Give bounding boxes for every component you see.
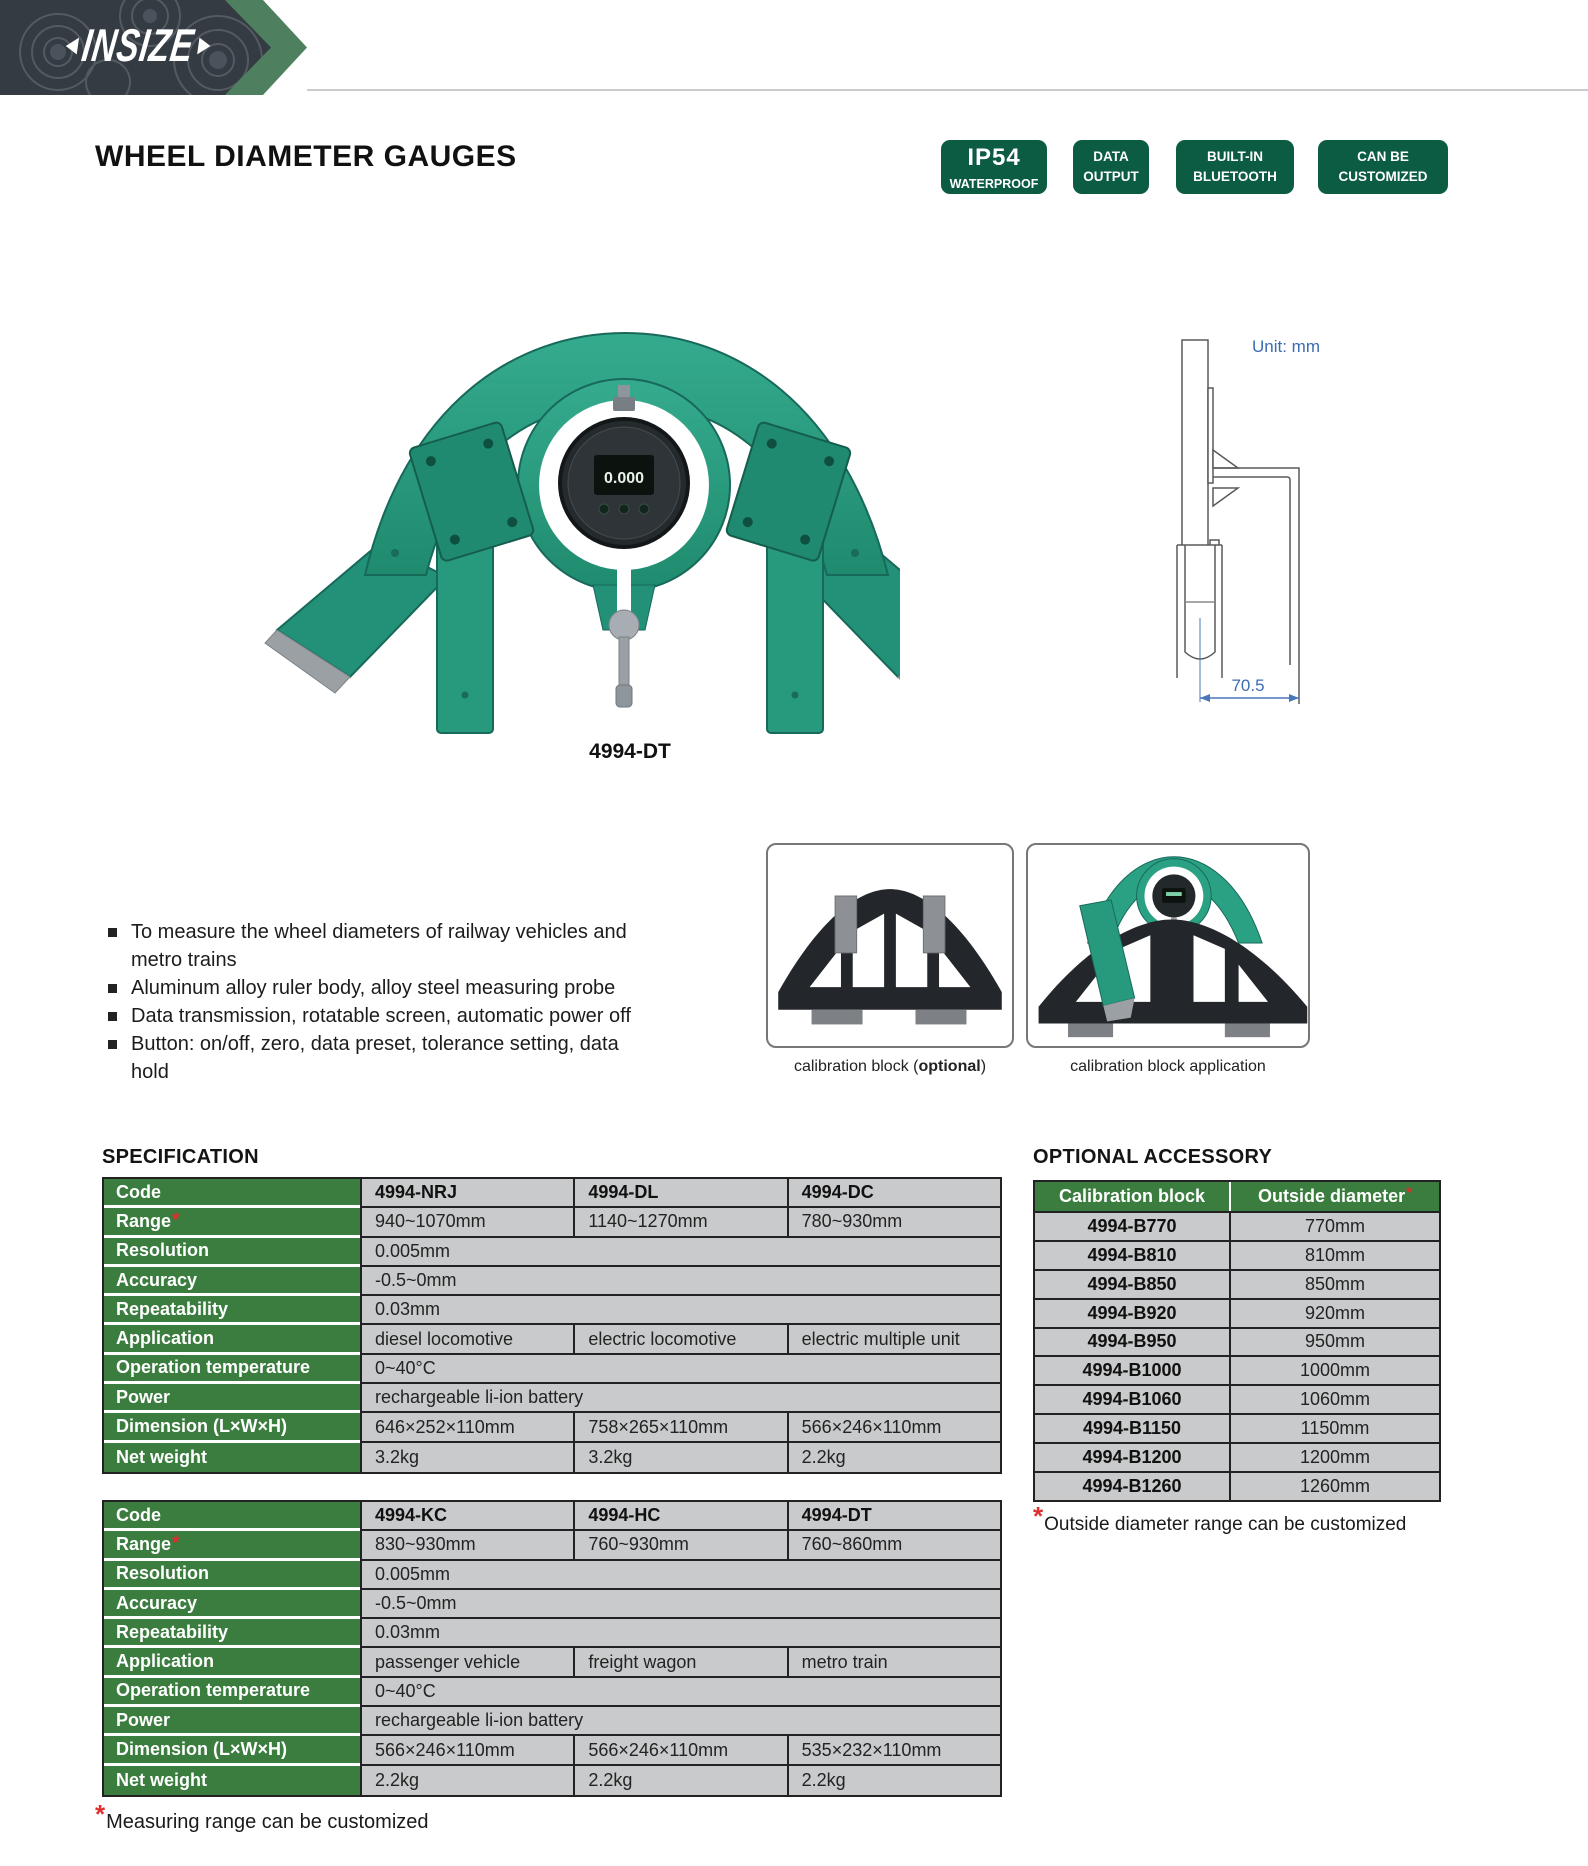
table-cell: 4994-KC <box>360 1502 573 1531</box>
table-cell: 830~930mm <box>360 1531 573 1560</box>
insize-logo <box>58 18 218 72</box>
optional-accessory-heading: OPTIONAL ACCESSORY <box>1033 1146 1273 1168</box>
feature-item <box>106 1002 666 1030</box>
table-cell: 760~860mm <box>787 1531 1000 1560</box>
table-cell: 4994-NRJ <box>360 1179 573 1208</box>
table-cell: diesel locomotive <box>360 1325 573 1354</box>
spec-footnote: *Measuring range can be customized <box>95 1799 429 1833</box>
feature-text: Aluminum alloy ruler body, alloy steel measuring probe <box>131 977 616 999</box>
accessory-diameter: 1060mm <box>1231 1384 1439 1413</box>
badge-line2: WATERPROOF <box>949 177 1039 192</box>
row-label: Dimension (L×W×H) <box>104 1413 360 1442</box>
table-row <box>1035 1355 1439 1384</box>
row-label: Power <box>104 1707 360 1736</box>
indicator-display-value: 0.000 <box>603 470 645 487</box>
table-cell: 4994-HC <box>573 1502 786 1531</box>
table-cell: 2.2kg <box>573 1766 786 1795</box>
table-row <box>1035 1442 1439 1471</box>
badge-line1: DATA <box>1093 149 1129 165</box>
table-row <box>104 1443 1000 1472</box>
optional-accessory-table <box>1033 1180 1441 1502</box>
table-row <box>104 1531 1000 1560</box>
table-cell: 0~40°C <box>360 1355 1000 1384</box>
table-cell: passenger vehicle <box>360 1648 573 1677</box>
accessory-code: 4994-B1200 <box>1035 1442 1231 1471</box>
table-row <box>104 1502 1000 1531</box>
table-row <box>104 1267 1000 1296</box>
table-row <box>104 1384 1000 1413</box>
table-row <box>104 1238 1000 1267</box>
page-title: WHEEL DIAMETER GAUGES <box>95 140 517 173</box>
column-header-calibration-block: Calibration block <box>1035 1182 1231 1211</box>
table-row <box>104 1648 1000 1677</box>
calibration-block-art <box>768 845 1012 1046</box>
accessory-diameter: 1260mm <box>1231 1471 1439 1500</box>
feature-item <box>106 974 666 1002</box>
table-row <box>104 1325 1000 1354</box>
accessory-code: 4994-B1060 <box>1035 1384 1231 1413</box>
accessory-diameter: 1150mm <box>1231 1413 1439 1442</box>
table-cell: 758×265×110mm <box>573 1413 786 1442</box>
accessory-diameter: 810mm <box>1231 1240 1439 1269</box>
row-label: Net weight <box>104 1443 360 1472</box>
table-row <box>104 1179 1000 1208</box>
accessory-diameter: 920mm <box>1231 1298 1439 1327</box>
table-row <box>104 1736 1000 1765</box>
measuring-probe-stem <box>609 610 639 707</box>
drawing-dimension-70-5: 70.5 <box>1231 676 1265 695</box>
table-cell: electric multiple unit <box>787 1325 1000 1354</box>
badge-built-in-bluetooth <box>1176 140 1294 194</box>
table-cell: 646×252×110mm <box>360 1413 573 1442</box>
table-cell: 2.2kg <box>787 1443 1000 1472</box>
calibration-block-application-art <box>1028 845 1308 1046</box>
row-label: Application <box>104 1648 360 1677</box>
table-cell: 940~1070mm <box>360 1208 573 1237</box>
row-label: Repeatability <box>104 1296 360 1325</box>
table-row <box>1035 1384 1439 1413</box>
accessory-code: 4994-B950 <box>1035 1327 1231 1356</box>
badge-data-output <box>1073 140 1149 194</box>
badge-ip54-waterproof <box>941 140 1047 194</box>
accessory-diameter: 850mm <box>1231 1269 1439 1298</box>
table-cell: 535×232×110mm <box>787 1736 1000 1765</box>
accessory-code: 4994-B1000 <box>1035 1355 1231 1384</box>
table-cell: electric locomotive <box>573 1325 786 1354</box>
accessory-code: 4994-B1260 <box>1035 1471 1231 1500</box>
badge-line1: IP54 <box>967 143 1021 171</box>
table-row <box>104 1561 1000 1590</box>
table-row <box>1035 1327 1439 1356</box>
row-label: Range * <box>104 1531 360 1560</box>
feature-item <box>106 918 666 974</box>
table-cell: 0.03mm <box>360 1296 1000 1325</box>
table-cell: 0.005mm <box>360 1561 1000 1590</box>
row-label: Power <box>104 1384 360 1413</box>
row-label: Dimension (L×W×H) <box>104 1736 360 1765</box>
bullet-square-icon <box>108 1040 117 1049</box>
feature-text: Button: on/off, zero, data preset, tolerance setting, data hold <box>131 1033 619 1083</box>
row-label: Repeatability <box>104 1619 360 1648</box>
table-row <box>104 1590 1000 1619</box>
figure-caption-calibration-block: calibration block (optional) <box>793 1058 987 1075</box>
table-cell: 760~930mm <box>573 1531 786 1560</box>
bullet-square-icon <box>108 1012 117 1021</box>
table-cell: 4994-DT <box>787 1502 1000 1531</box>
badge-line2: OUTPUT <box>1083 169 1139 184</box>
table-cell: 3.2kg <box>360 1443 573 1472</box>
drawing-unit-label: Unit: mm <box>1252 337 1320 356</box>
table-row <box>104 1208 1000 1237</box>
table-row <box>1035 1413 1439 1442</box>
accessory-diameter: 950mm <box>1231 1327 1439 1356</box>
feature-text: To measure the wheel diameters of railway vehicles and metro trains <box>131 921 627 971</box>
row-label: Net weight <box>104 1766 360 1795</box>
technical-drawing <box>1160 330 1325 715</box>
row-label: Application <box>104 1325 360 1354</box>
required-star: * <box>1406 1183 1412 1201</box>
table-row <box>1035 1269 1439 1298</box>
calibration-block-application-figure <box>1026 843 1310 1048</box>
table-cell: 4994-DC <box>787 1179 1000 1208</box>
row-label: Accuracy <box>104 1590 360 1619</box>
table-row <box>1035 1211 1439 1240</box>
row-label: Operation temperature <box>104 1355 360 1384</box>
product-model-label: 4994-DT <box>589 740 671 763</box>
table-cell: freight wagon <box>573 1648 786 1677</box>
table-cell: 2.2kg <box>787 1766 1000 1795</box>
badge-line1: CAN BE <box>1357 149 1409 165</box>
row-label: Accuracy <box>104 1267 360 1296</box>
row-label: Resolution <box>104 1238 360 1267</box>
accessory-diameter: 1200mm <box>1231 1442 1439 1471</box>
table-row <box>1035 1471 1439 1500</box>
table-row <box>104 1766 1000 1795</box>
feature-list <box>106 918 666 1086</box>
table-row <box>104 1296 1000 1325</box>
accessory-code: 4994-B1150 <box>1035 1413 1231 1442</box>
accessory-code: 4994-B920 <box>1035 1298 1231 1327</box>
row-label: Code <box>104 1502 360 1531</box>
header-divider-line <box>307 89 1588 91</box>
table-cell: -0.5~0mm <box>360 1590 1000 1619</box>
logo-right-arrow-icon: ► <box>192 29 217 60</box>
bullet-square-icon <box>108 984 117 993</box>
table-cell: 566×246×110mm <box>573 1736 786 1765</box>
table-cell: 3.2kg <box>573 1443 786 1472</box>
table-cell: 2.2kg <box>360 1766 573 1795</box>
accessory-diameter: 770mm <box>1231 1211 1439 1240</box>
table-cell: rechargeable li-ion battery <box>360 1384 1000 1413</box>
accessory-code: 4994-B850 <box>1035 1269 1231 1298</box>
table-row <box>104 1707 1000 1736</box>
row-label: Resolution <box>104 1561 360 1590</box>
table-cell: 1140~1270mm <box>573 1208 786 1237</box>
accessory-code: 4994-B770 <box>1035 1211 1231 1240</box>
row-label: Code <box>104 1179 360 1208</box>
column-header-outside-diameter: Outside diameter * <box>1231 1182 1439 1211</box>
specification-table-1 <box>102 1177 1002 1474</box>
footnote-star: * <box>95 1799 106 1829</box>
table-row <box>1035 1240 1439 1269</box>
table-header-row <box>1035 1182 1439 1211</box>
table-row <box>104 1355 1000 1384</box>
table-cell: -0.5~0mm <box>360 1267 1000 1296</box>
specification-heading: SPECIFICATION <box>102 1146 259 1168</box>
accessory-footnote: *Outside diameter range can be customized <box>1033 1501 1407 1535</box>
feature-item <box>106 1030 666 1086</box>
logo-text: INSIZE <box>79 19 198 71</box>
footnote-star: * <box>1033 1501 1044 1531</box>
feature-text: Data transmission, rotatable screen, automatic power off <box>131 1005 631 1027</box>
table-cell: 780~930mm <box>787 1208 1000 1237</box>
logo-left-arrow-icon: ◄ <box>59 29 85 60</box>
table-cell: 0.03mm <box>360 1619 1000 1648</box>
table-cell: 0.005mm <box>360 1238 1000 1267</box>
table-row <box>104 1413 1000 1442</box>
badge-line2: BLUETOOTH <box>1193 169 1277 184</box>
accessory-code: 4994-B810 <box>1035 1240 1231 1269</box>
figure-caption-application: calibration block application <box>1070 1058 1266 1075</box>
required-star: * <box>172 1210 180 1232</box>
table-row <box>1035 1298 1439 1327</box>
table-row <box>104 1619 1000 1648</box>
bullet-square-icon <box>108 928 117 937</box>
row-label: Operation temperature <box>104 1678 360 1707</box>
table-row <box>104 1678 1000 1707</box>
table-cell: rechargeable li-ion battery <box>360 1707 1000 1736</box>
badge-can-be-customized <box>1318 140 1448 194</box>
badge-line2: CUSTOMIZED <box>1338 169 1428 184</box>
specification-table-2 <box>102 1500 1002 1797</box>
calibration-block-figure <box>766 843 1014 1048</box>
table-cell: 0~40°C <box>360 1678 1000 1707</box>
product-photo-wheel-diameter-gauge <box>255 325 900 737</box>
table-cell: 4994-DL <box>573 1179 786 1208</box>
table-cell: metro train <box>787 1648 1000 1677</box>
required-star: * <box>172 1533 180 1555</box>
badge-line1: BUILT-IN <box>1207 149 1263 165</box>
table-cell: 566×246×110mm <box>360 1736 573 1765</box>
row-label: Range * <box>104 1208 360 1237</box>
table-cell: 566×246×110mm <box>787 1413 1000 1442</box>
accessory-diameter: 1000mm <box>1231 1355 1439 1384</box>
